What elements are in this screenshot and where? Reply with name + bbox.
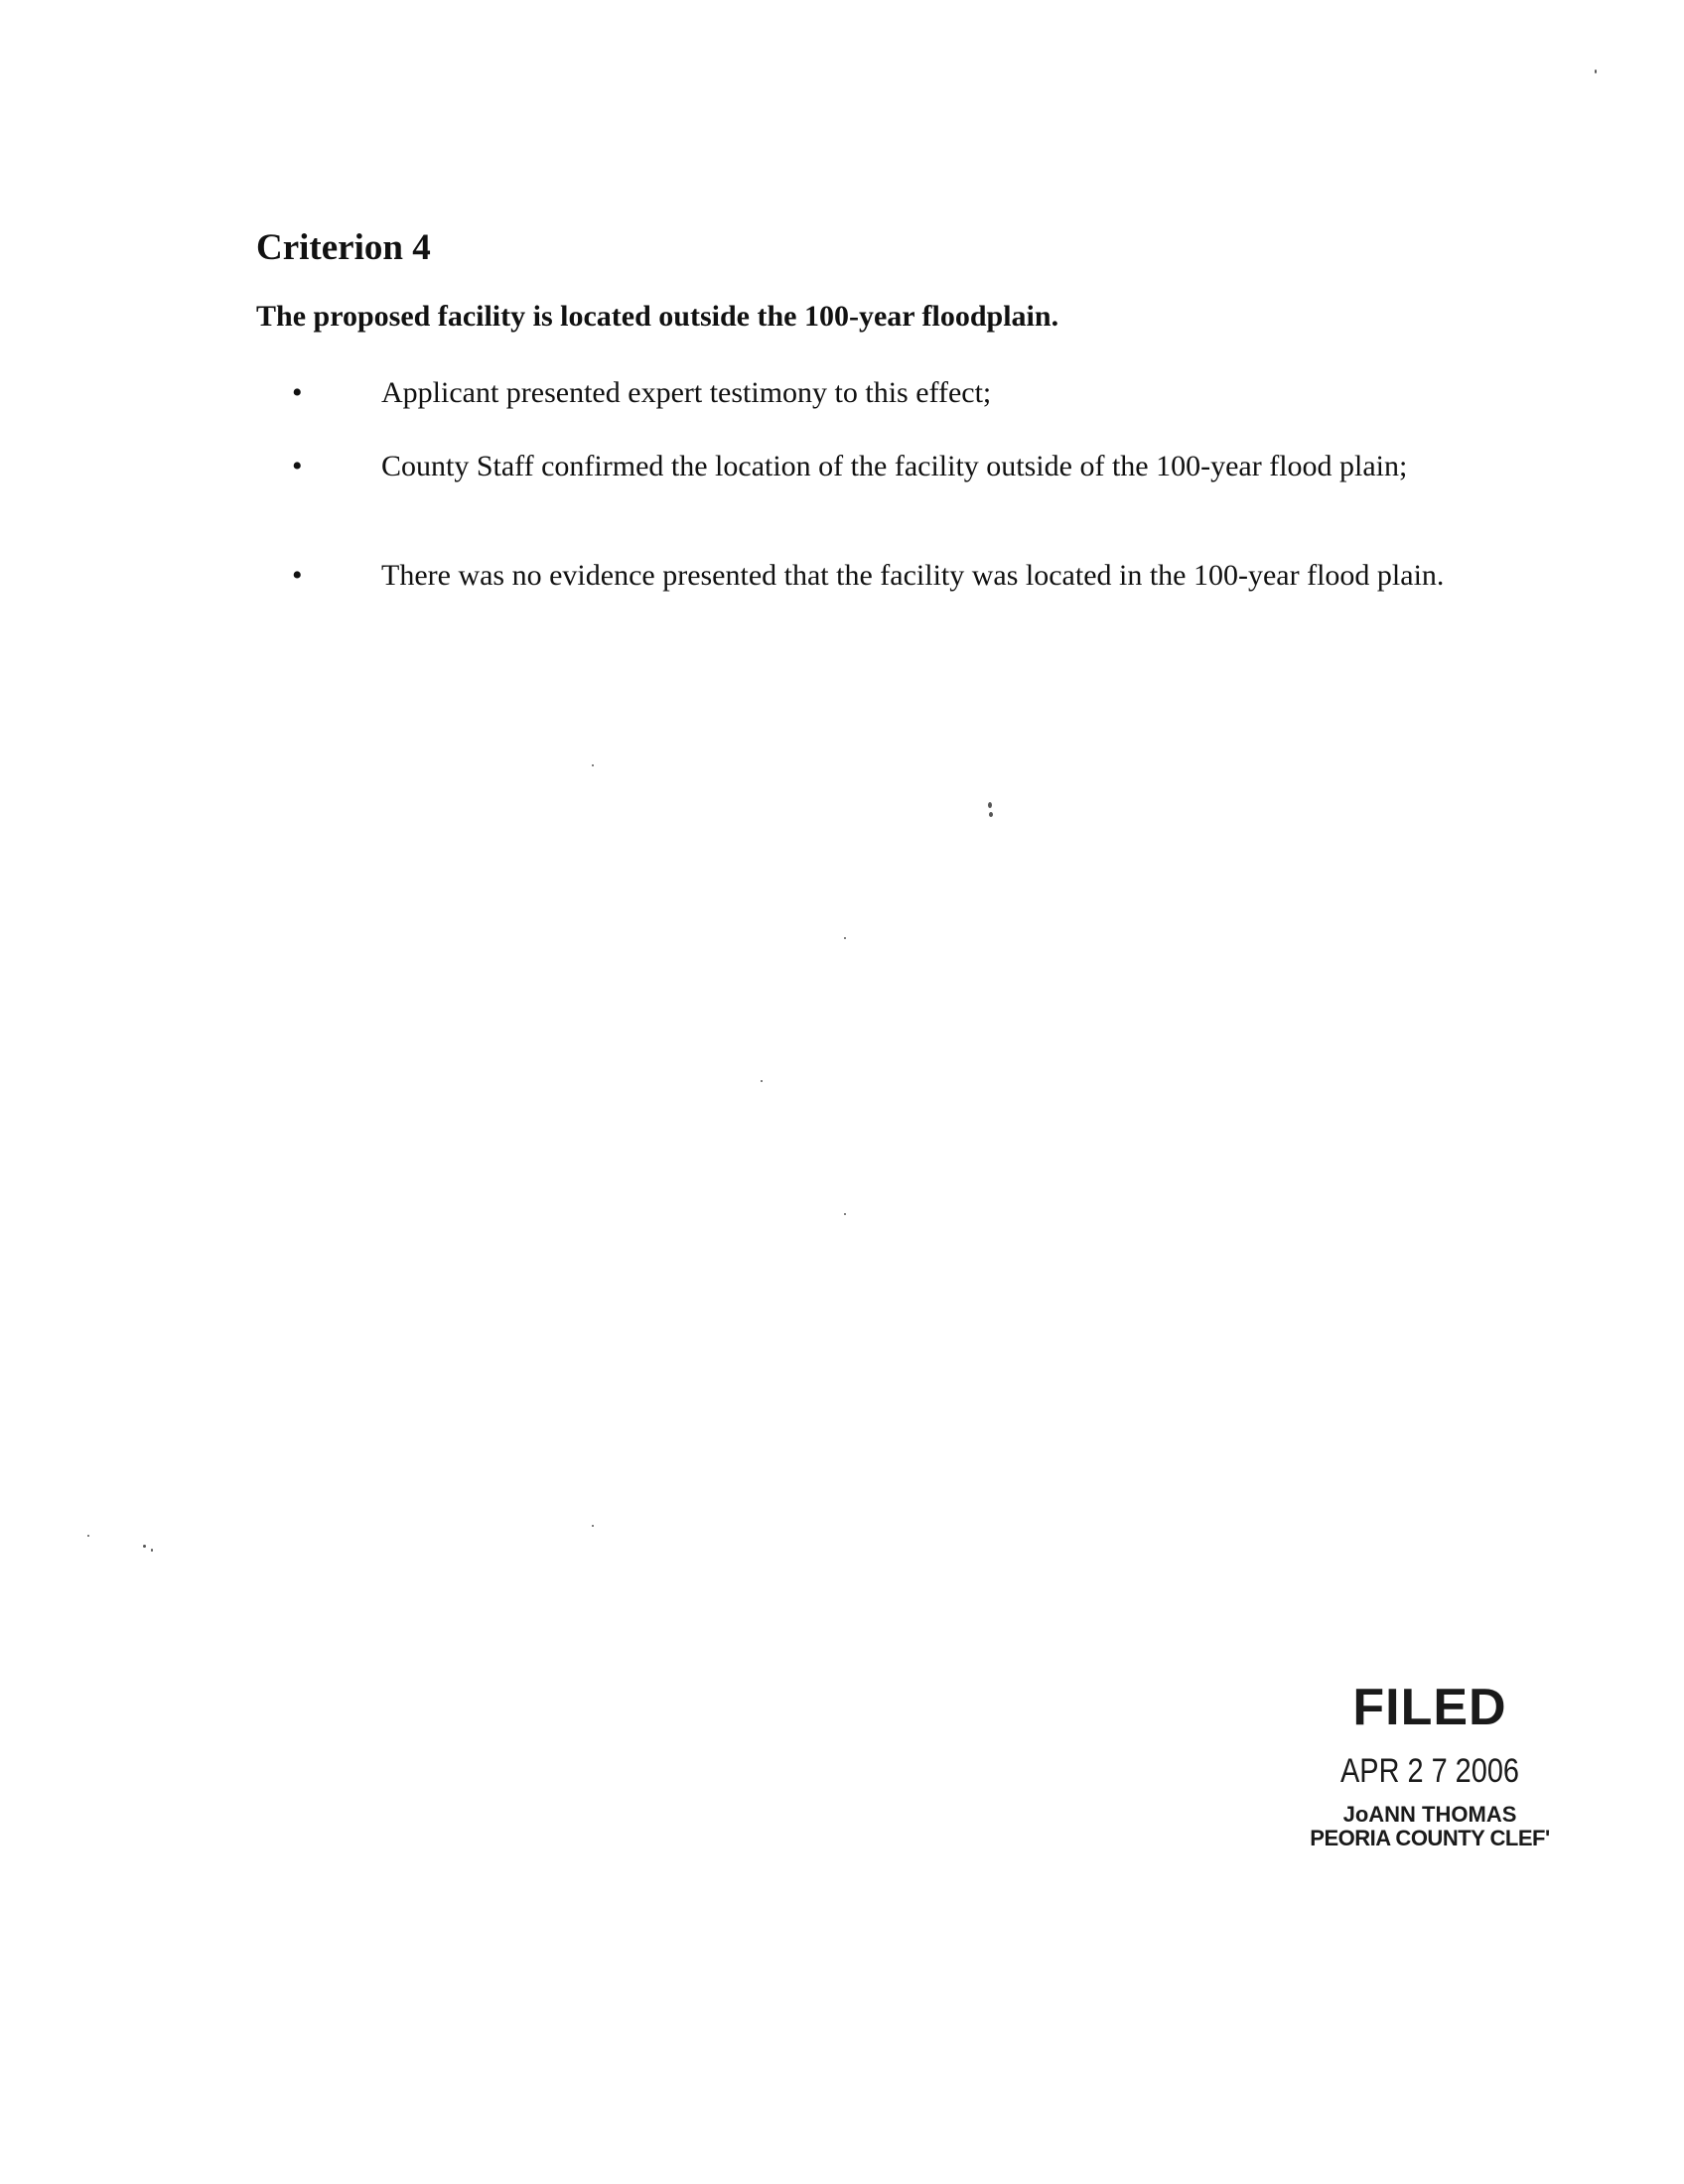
scan-speck	[143, 1545, 146, 1548]
scan-speck	[844, 1213, 846, 1215]
bullet-icon: •	[292, 450, 303, 482]
stamp-filed-label: FILED	[1352, 1679, 1507, 1736]
finding-text: Applicant presented expert testimony to this effect;	[381, 376, 992, 409]
scan-speck	[761, 1080, 763, 1082]
scan-speck	[592, 764, 594, 766]
finding-text: There was no evidence presented that the facility was located in the 100-year flood plain.	[381, 559, 1445, 592]
bullet-icon: •	[292, 376, 303, 409]
criterion-heading: Criterion 4	[256, 227, 431, 268]
criterion-statement: The proposed facility is located outside the 100-year floodplain.	[256, 300, 1059, 333]
scan-speck	[844, 937, 846, 939]
scan-speck	[1595, 69, 1597, 73]
scan-speck	[87, 1535, 89, 1537]
stamp-date: APR 2 7 2006	[1340, 1752, 1519, 1790]
finding-text: County Staff confirmed the location of the facility outside of the 100-year flood plain;	[381, 450, 1408, 482]
bullet-icon: •	[292, 559, 303, 592]
stamp-clerk-name: JoANN THOMAS	[1342, 1802, 1517, 1827]
stamp-clerk-office: PEORIA COUNTY CLEF'	[1310, 1826, 1550, 1850]
filed-stamp	[1281, 1678, 1579, 1850]
scan-speck	[989, 812, 993, 817]
scan-speck	[592, 1525, 594, 1527]
scan-speck	[988, 802, 992, 808]
scan-speck	[151, 1549, 153, 1552]
